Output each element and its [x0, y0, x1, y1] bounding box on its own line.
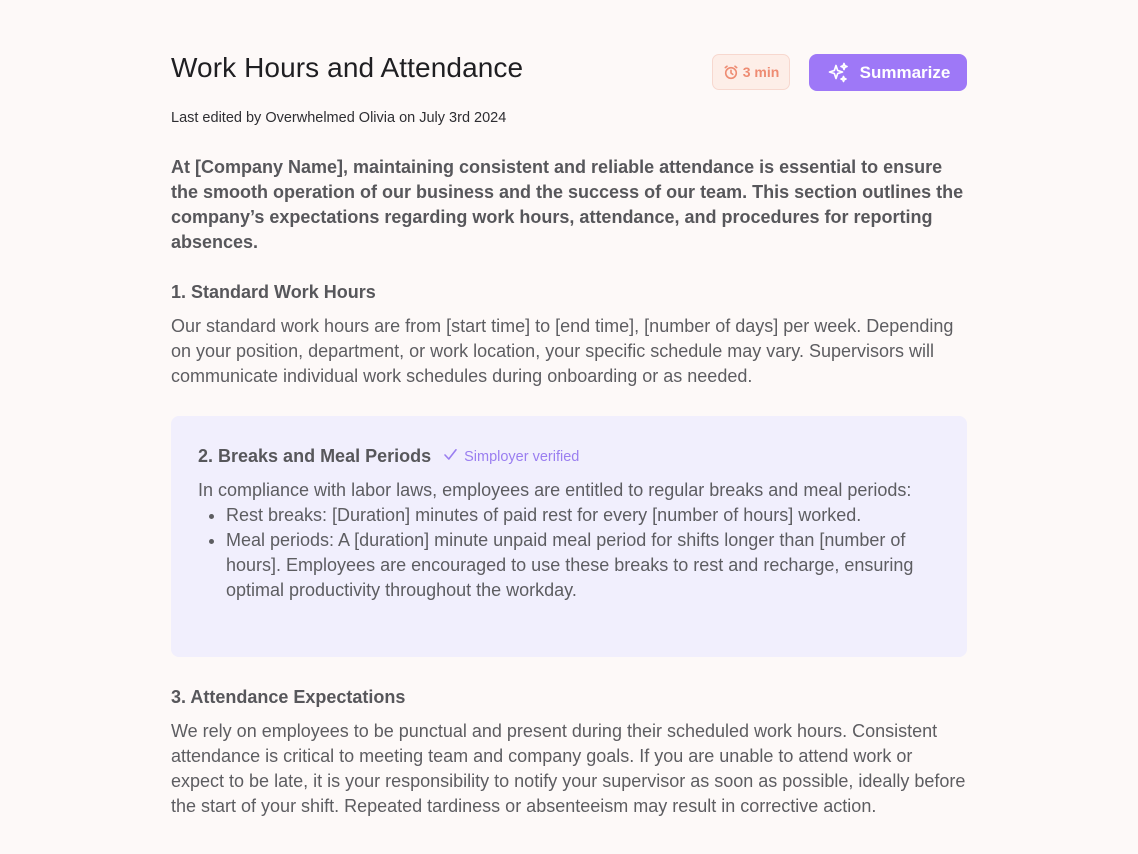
- verified-badge: [443, 447, 579, 466]
- breaks-list: [198, 503, 940, 603]
- last-edited-text: Last edited by Overwhelmed Olivia on July 3rd 2024: [171, 110, 507, 126]
- document-page: [171, 0, 967, 816]
- section-breaks-and-meal-periods: [171, 416, 967, 657]
- list-item: • Meal periods: A [duration] minute unpaid meal period for shifts longer than [number of hours]. Employees are encouraged to use these breaks to rest and recharge, ensuring optimal productivity throughout the workday.: [226, 528, 940, 603]
- section-standard-work-hours: [171, 280, 967, 389]
- verified-badge-label: Simployer verified: [464, 448, 580, 465]
- section-title: 2. Breaks and Meal Periods: [198, 446, 432, 466]
- section-title: 3. Attendance Expectations: [171, 687, 406, 707]
- list-item: • Rest breaks: [Duration] minutes of paid rest for every [number of hours] worked.: [226, 503, 940, 528]
- section-body: Our standard work hours are from [start time] to [end time], [number of days] per week. Depending on your position, department, or work location, your specific schedule may vary. Supervisors will communicate individual work schedules during onboarding or as needed.: [171, 316, 954, 386]
- sparkles-icon: [826, 61, 850, 85]
- section-header: [198, 444, 940, 469]
- summarize-button[interactable]: [809, 54, 967, 91]
- read-time-label: 3 min: [742, 64, 780, 80]
- section-attendance-expectations: [171, 685, 967, 819]
- read-time-badge: [712, 54, 790, 90]
- document-header: [171, 0, 967, 126]
- intro-paragraph: At [Company Name], maintaining consistent and reliable attendance is essential to ensure the smooth operation of our business and the success of our team. This section outlines the company’s expectations regarding work hours, attendance, and procedures for reporting absences.: [171, 157, 964, 252]
- section-body: We rely on employees to be punctual and present during their scheduled work hours. Consistent attendance is critical to meeting team and company goals. If you are unable to attend work or expect to be late, it is your responsibility to notify your supervisor as soon as possible, ideally before the start of your shift. Repeated tardiness or absenteeism may result in corrective action.: [171, 721, 966, 816]
- checkmark-icon: [443, 447, 458, 466]
- summarize-label: Summarize: [859, 62, 951, 82]
- page-title: Work Hours and Attendance: [171, 52, 524, 83]
- alarm-clock-icon: [723, 64, 739, 80]
- section-body: In compliance with labor laws, employees are entitled to regular breaks and meal periods:: [198, 480, 912, 500]
- section-title: 1. Standard Work Hours: [171, 282, 376, 302]
